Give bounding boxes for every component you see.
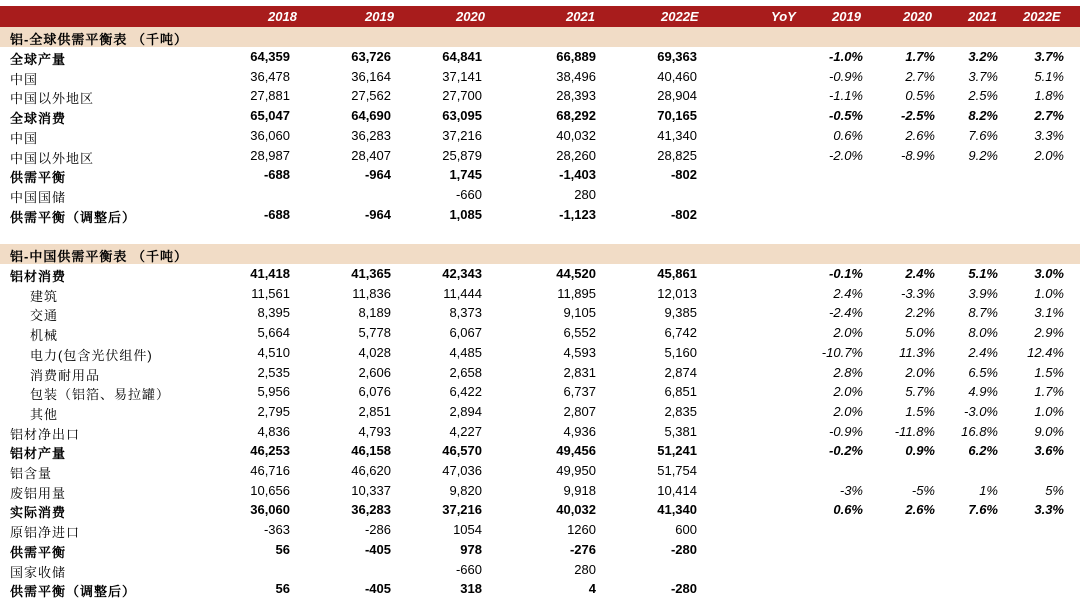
yoy-cell: 5.1%: [1034, 68, 1064, 84]
value-cell: 9,385: [664, 305, 697, 321]
yoy-cell: 3.2%: [968, 49, 998, 64]
row-label: 全球消费: [10, 111, 67, 127]
table-row: [0, 461, 1080, 481]
value-cell: 2,851: [358, 403, 391, 419]
yoy-cell: 2.0%: [833, 325, 863, 341]
value-cell: 4,510: [257, 344, 290, 360]
value-cell: 42,343: [442, 266, 482, 281]
value-cell: 6,067: [449, 325, 482, 341]
value-cell: 37,141: [442, 68, 482, 84]
value-cell: 6,076: [358, 384, 391, 400]
yoy-cell: 2.0%: [833, 403, 863, 419]
row-label: 机械: [30, 328, 59, 344]
value-cell: 6,851: [664, 384, 697, 400]
value-cell: 8,373: [449, 305, 482, 321]
yoy-cell: 3.3%: [1034, 127, 1064, 143]
value-cell: 46,570: [442, 443, 482, 459]
yoy-cell: 3.0%: [1034, 266, 1064, 281]
yoy-cell: 2.8%: [833, 364, 863, 380]
yoy-cell: 3.9%: [968, 285, 998, 301]
value-cell: 5,778: [358, 325, 391, 341]
value-cell: 4,836: [257, 423, 290, 439]
row-label: 中国: [10, 130, 39, 146]
yoy-cell: 5.7%: [905, 384, 935, 400]
value-cell: 2,658: [449, 364, 482, 380]
table-row: [0, 284, 1080, 304]
value-cell: 46,716: [250, 463, 290, 478]
value-cell: 2,795: [257, 403, 290, 419]
value-cell: 41,418: [250, 266, 290, 281]
value-cell: -280: [670, 581, 697, 597]
row-label: 包装（铝箔、易拉罐）: [30, 387, 171, 403]
row-label: 供需平衡（调整后）: [10, 584, 137, 600]
value-cell: -964: [364, 206, 391, 222]
value-cell: 46,253: [250, 443, 290, 459]
yoy-cell: 2.6%: [905, 127, 935, 143]
row-label: 全球产量: [10, 52, 67, 67]
value-cell: 2,831: [563, 364, 596, 380]
row-label: 中国以外地区: [10, 150, 95, 166]
table-row: [0, 481, 1080, 501]
value-cell: 4,793: [358, 423, 391, 439]
value-cell: -286: [364, 522, 391, 538]
row-label: 供需平衡（调整后）: [10, 209, 137, 225]
value-cell: 46,158: [351, 443, 391, 459]
value-cell: 318: [460, 581, 482, 597]
value-cell: 56: [275, 541, 290, 557]
value-cell: 66,889: [556, 49, 596, 64]
value-cell: 4,485: [449, 344, 482, 360]
value-cell: 2,835: [664, 403, 697, 419]
value-cell: -405: [364, 581, 391, 597]
value-cell: 40,460: [657, 68, 697, 84]
yoy-cell: 3.7%: [968, 68, 998, 84]
yoy-cell: -0.9%: [829, 68, 863, 84]
yoy-cell: 1.5%: [1034, 364, 1064, 380]
yoy-cell: 2.0%: [833, 384, 863, 400]
yoy-cell: 9.0%: [1034, 423, 1064, 439]
header-year-2020: 2020: [456, 9, 485, 24]
header-year-2022e: 2022E: [661, 9, 699, 24]
row-label: 交通: [30, 308, 59, 324]
value-cell: 38,496: [556, 68, 596, 84]
yoy-cell: 3.1%: [1034, 305, 1064, 321]
header-year-2021: 2021: [566, 9, 595, 24]
row-label: 供需平衡: [10, 544, 67, 560]
yoy-cell: 0.9%: [905, 443, 935, 459]
value-cell: 36,164: [351, 68, 391, 84]
value-cell: -688: [263, 167, 290, 183]
value-cell: 1,085: [449, 206, 482, 222]
yoy-cell: -2.4%: [829, 305, 863, 321]
yoy-cell: 8.0%: [968, 325, 998, 341]
yoy-cell: -0.2%: [829, 443, 863, 459]
header-yoy-2021: 2021: [968, 9, 997, 24]
value-cell: 36,283: [351, 502, 391, 518]
value-cell: 978: [460, 541, 482, 557]
yoy-cell: -1.1%: [829, 88, 863, 104]
value-cell: 1054: [453, 522, 482, 538]
table-row: [0, 579, 1080, 599]
yoy-cell: -0.5%: [829, 108, 863, 124]
value-cell: 36,283: [351, 127, 391, 143]
value-cell: -802: [670, 206, 697, 222]
section-title-band: [0, 244, 1080, 264]
header-yoy-2022e: 2022E: [1023, 9, 1061, 24]
yoy-cell: -3.3%: [901, 285, 935, 301]
yoy-cell: 2.5%: [968, 88, 998, 104]
yoy-cell: 8.7%: [968, 305, 998, 321]
value-cell: -688: [263, 206, 290, 222]
value-cell: 5,381: [664, 423, 697, 439]
table-row: [0, 146, 1080, 166]
value-cell: 36,060: [250, 127, 290, 143]
table-row: [0, 106, 1080, 126]
yoy-cell: -0.1%: [829, 266, 863, 281]
value-cell: 1,745: [449, 167, 482, 183]
value-cell: 6,422: [449, 384, 482, 400]
yoy-cell: 1.0%: [1034, 285, 1064, 301]
table-row: [0, 422, 1080, 442]
row-label: 国家收储: [10, 564, 67, 580]
header-yoy-2020: 2020: [903, 9, 932, 24]
yoy-cell: 3.3%: [1034, 502, 1064, 518]
yoy-cell: 0.5%: [905, 88, 935, 104]
value-cell: 11,444: [443, 285, 482, 301]
row-label: 铝含量: [10, 466, 53, 481]
table-row: [0, 382, 1080, 402]
yoy-cell: 1.7%: [1034, 384, 1064, 400]
value-cell: 9,918: [563, 482, 596, 498]
table-row: [0, 185, 1080, 205]
value-cell: 10,414: [657, 482, 697, 498]
value-cell: 4,028: [358, 344, 391, 360]
value-cell: 280: [574, 561, 596, 577]
table-row: [0, 560, 1080, 580]
value-cell: 28,987: [250, 147, 290, 163]
value-cell: 280: [574, 186, 596, 202]
table-row: [0, 165, 1080, 185]
table-row: [0, 500, 1080, 520]
yoy-cell: 1.8%: [1034, 88, 1064, 104]
yoy-cell: -8.9%: [901, 147, 935, 163]
table-row: [0, 264, 1080, 284]
value-cell: -405: [364, 541, 391, 557]
value-cell: 28,825: [657, 147, 697, 163]
row-label: 其他: [30, 406, 59, 422]
value-cell: 41,340: [657, 127, 697, 143]
row-label: 铝材产量: [10, 446, 67, 462]
value-cell: 64,359: [250, 49, 290, 64]
yoy-cell: -0.9%: [829, 423, 863, 439]
table-row: [0, 520, 1080, 540]
value-cell: 63,726: [351, 49, 391, 64]
value-cell: 51,754: [657, 463, 697, 478]
value-cell: 2,894: [449, 403, 482, 419]
value-cell: 51,241: [657, 443, 697, 459]
value-cell: 4: [588, 581, 596, 597]
table-row: [0, 363, 1080, 383]
yoy-cell: 12.4%: [1027, 344, 1064, 360]
value-cell: 64,690: [351, 108, 391, 124]
row-label: 铝材消费: [10, 269, 67, 284]
value-cell: 27,562: [351, 88, 391, 104]
value-cell: 69,363: [657, 49, 697, 64]
yoy-cell: -11.8%: [894, 423, 935, 439]
value-cell: 2,874: [664, 364, 697, 380]
section-title: 铝-全球供需平衡表 （千吨）: [10, 32, 188, 47]
yoy-cell: 3.7%: [1034, 49, 1064, 64]
yoy-cell: 2.7%: [1034, 108, 1064, 124]
value-cell: 37,216: [442, 127, 482, 143]
yoy-cell: 5.0%: [905, 325, 935, 341]
row-label: 供需平衡: [10, 170, 67, 186]
yoy-cell: 8.2%: [968, 108, 998, 124]
value-cell: 28,393: [556, 88, 596, 104]
value-cell: 5,956: [257, 384, 290, 400]
value-cell: -1,123: [559, 206, 596, 222]
value-cell: 36,478: [250, 68, 290, 84]
table-row: [0, 47, 1080, 67]
value-cell: 11,836: [352, 285, 391, 301]
value-cell: 5,664: [257, 325, 290, 341]
value-cell: 6,737: [563, 384, 596, 400]
value-cell: 2,535: [257, 364, 290, 380]
value-cell: 2,807: [563, 403, 596, 419]
value-cell: 2,606: [358, 364, 391, 380]
value-cell: 40,032: [556, 127, 596, 143]
yoy-cell: -2.0%: [829, 147, 863, 163]
value-cell: 28,407: [351, 147, 391, 163]
table-row: [0, 441, 1080, 461]
value-cell: 36,060: [250, 502, 290, 518]
value-cell: 11,895: [557, 285, 596, 301]
value-cell: -964: [364, 167, 391, 183]
yoy-cell: 1%: [979, 482, 998, 498]
value-cell: 63,095: [442, 108, 482, 124]
table-row: [0, 402, 1080, 422]
yoy-cell: 2.7%: [905, 68, 935, 84]
value-cell: 41,340: [657, 502, 697, 518]
yoy-cell: 6.2%: [968, 443, 998, 459]
yoy-cell: 2.6%: [905, 502, 935, 518]
yoy-cell: 6.5%: [968, 364, 998, 380]
value-cell: 56: [275, 581, 290, 597]
yoy-cell: 7.6%: [968, 502, 998, 518]
header-year-2019: 2019: [365, 9, 394, 24]
value-cell: 64,841: [442, 49, 482, 64]
row-label: 实际消费: [10, 505, 67, 521]
yoy-cell: 9.2%: [968, 147, 998, 163]
yoy-cell: 2.0%: [1034, 147, 1064, 163]
table-header: [0, 6, 1080, 27]
table-row: [0, 343, 1080, 363]
value-cell: 4,227: [449, 423, 482, 439]
yoy-cell: 16.8%: [961, 423, 998, 439]
yoy-cell: 2.0%: [905, 364, 935, 380]
row-label: 中国: [10, 71, 39, 87]
yoy-cell: 1.5%: [905, 403, 935, 419]
yoy-cell: 5.1%: [968, 266, 998, 281]
header-yoy: YoY: [771, 9, 796, 24]
value-cell: 37,216: [442, 502, 482, 518]
value-cell: 4,936: [563, 423, 596, 439]
value-cell: -802: [670, 167, 697, 183]
row-label: 电力(包含光伏组件): [30, 347, 153, 363]
value-cell: -660: [455, 186, 482, 202]
table-row: [0, 67, 1080, 87]
value-cell: 9,820: [449, 482, 482, 498]
yoy-cell: -3%: [839, 482, 863, 498]
value-cell: 28,260: [556, 147, 596, 163]
value-cell: -363: [263, 522, 290, 538]
value-cell: 8,395: [257, 305, 290, 321]
value-cell: -660: [455, 561, 482, 577]
value-cell: 11,561: [251, 285, 290, 301]
yoy-cell: -3.0%: [964, 403, 998, 419]
value-cell: 41,365: [351, 266, 391, 281]
value-cell: 6,552: [563, 325, 596, 341]
yoy-cell: -1.0%: [829, 49, 863, 64]
yoy-cell: -5%: [911, 482, 935, 498]
value-cell: 8,189: [358, 305, 391, 321]
header-yoy-2019: 2019: [832, 9, 861, 24]
header-year-2018: 2018: [268, 9, 297, 24]
section-title-band: [0, 27, 1080, 47]
yoy-cell: 0.6%: [833, 127, 863, 143]
row-label: 消费耐用品: [30, 367, 101, 383]
yoy-cell: -2.5%: [901, 108, 935, 124]
row-label: 废铝用量: [10, 485, 67, 501]
value-cell: 10,656: [250, 482, 290, 498]
yoy-cell: -10.7%: [821, 344, 863, 360]
value-cell: 5,160: [664, 344, 697, 360]
value-cell: 28,904: [657, 88, 697, 104]
value-cell: -276: [569, 541, 596, 557]
value-cell: 40,032: [556, 502, 596, 518]
value-cell: 47,036: [442, 463, 482, 478]
row-label: 中国国储: [10, 189, 67, 205]
value-cell: 46,620: [351, 463, 391, 478]
value-cell: 44,520: [556, 266, 596, 281]
value-cell: 49,456: [556, 443, 596, 459]
row-label: 铝材净出口: [10, 426, 81, 442]
yoy-cell: 1.7%: [905, 49, 935, 64]
table-row: [0, 303, 1080, 323]
value-cell: 65,047: [250, 108, 290, 124]
value-cell: 49,950: [556, 463, 596, 478]
yoy-cell: 2.4%: [968, 344, 998, 360]
row-label: 建筑: [30, 288, 59, 304]
table-row: [0, 86, 1080, 106]
yoy-cell: 3.6%: [1034, 443, 1064, 459]
value-cell: 25,879: [442, 147, 482, 163]
value-cell: 9,105: [563, 305, 596, 321]
yoy-cell: 7.6%: [968, 127, 998, 143]
yoy-cell: 2.4%: [833, 285, 863, 301]
value-cell: -1,403: [559, 167, 596, 183]
yoy-cell: 2.4%: [905, 266, 935, 281]
value-cell: 12,013: [657, 285, 697, 301]
yoy-cell: 11.3%: [899, 344, 935, 360]
yoy-cell: 2.2%: [905, 305, 935, 321]
table-row: [0, 205, 1080, 225]
value-cell: 27,881: [250, 88, 290, 104]
value-cell: 600: [675, 522, 697, 538]
value-cell: 10,337: [351, 482, 391, 498]
row-label: 原铝净进口: [10, 525, 81, 541]
value-cell: 68,292: [556, 108, 596, 124]
yoy-cell: 0.6%: [833, 502, 863, 518]
yoy-cell: 1.0%: [1034, 403, 1064, 419]
yoy-cell: 2.9%: [1034, 325, 1064, 341]
value-cell: -280: [670, 541, 697, 557]
value-cell: 1260: [567, 522, 596, 538]
row-label: 中国以外地区: [10, 91, 95, 107]
table-row: [0, 323, 1080, 343]
value-cell: 27,700: [442, 88, 482, 104]
section-title: 铝-中国供需平衡表 （千吨）: [10, 249, 188, 264]
table-row: [0, 540, 1080, 560]
table-row: [0, 126, 1080, 146]
yoy-cell: 4.9%: [968, 384, 998, 400]
value-cell: 6,742: [664, 325, 697, 341]
value-cell: 45,861: [657, 266, 697, 281]
value-cell: 4,593: [563, 344, 596, 360]
yoy-cell: 5%: [1045, 482, 1064, 498]
value-cell: 70,165: [657, 108, 697, 124]
